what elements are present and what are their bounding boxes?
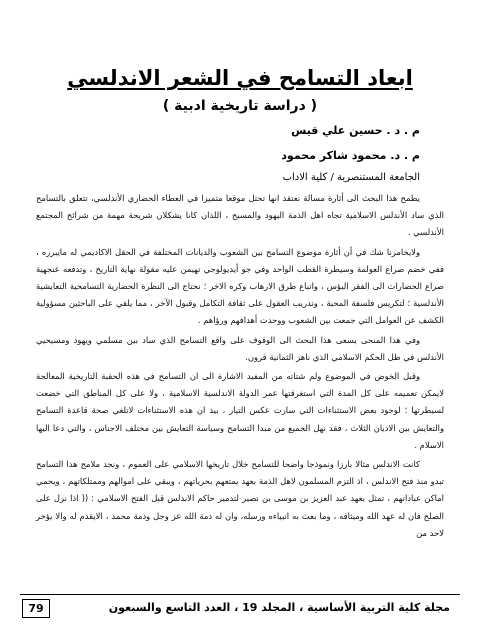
- page-number: 79: [22, 599, 50, 618]
- article-title: ابعاد التسامح في الشعر الاندلسي: [67, 66, 413, 90]
- article-body: [36, 190, 444, 542]
- body-paragraph: وقبل الخوض في الموضوع ولم شتاته من المفيد الاشارة الى ان التسامح في هذه الحقبة التاريخية المعالجة لايمكن تعميمه على كل المدة التي استغرقتها عمر الدولة الاندلسية الاسلامية ، ولا على كل المناطق التي خضعت لسيطرتها ؛ لوجود بعض الاستثناءات التي سارت عكس التيار ، بيد ان هذه الاستثناءات لاتلغي صحة قاعدة التسامح والتعايش بين الاديان الثلاث ، فقد نهل الجميع من مبدا التسامح وسياسة التعايش بين مختلف الاجناس ، والتي دعا اليها الاسلام .: [36, 371, 444, 450]
- author-2: م . د. محمود شاكر محمود: [281, 149, 420, 162]
- journal-footer: مجلة كلية التربية الأساسية ، المجلد 19 ، العدد التاسع والسبعون: [108, 601, 450, 614]
- body-paragraph: وفي هذا المنحى يسعى هذا البحث الى الوقوف على واقع التسامح الذي ساد بين مسلمي ويهود ومسيحيي الأندلس في ظل الحكم الاسلامي الذي ناهز الثمانية قرون.: [36, 334, 444, 362]
- author-affiliation: الجامعة المستنصرية / كلية الاداب: [282, 172, 420, 183]
- footer-divider: [20, 594, 460, 595]
- article-subtitle: ( دراسة تاريخية ادبية ): [162, 98, 318, 114]
- body-paragraph: كانت الاندلس مثالا بارزا ونموذجا واضحا للتسامح خلال تاريخها الاسلامي على العموم ، ونجد ملامح هذا التسامح تبدو منذ فتح الاندلس ، اذ التزم المسلمون لاهل الذمة بعهد يمتعهم بحرياتهم ، ويبقي على اموالهم وممتلكاتهم ، ويحمي اماكن عباداتهم ، تمثل بعهد عبد العزيز بن موسى بن نصير لتدمير حاكم الاندلس قبل الفتح الاسلامي : (( اذا نزل على الصلح فان له عهد الله وميثاقه ، وما بعث به انبياءه ورسله، وان له ذمة الله عز وجل وذمة محمد ، الايقدم له والا يؤخر لاحد من: [36, 459, 444, 538]
- author-1: م . د . حسين علي قيس: [291, 124, 420, 137]
- body-paragraph: يطمح هذا البحث الى أثارة مسالة نعتقد انها تحتل موقعا متميزا في العطاء الحضاري الأندلسي، تتعلق بالتسامح الذي ساد الأندلس الاسلامية تجاه اهل الذمة اليهود والمسيح ، اللذان كانا يشكلان شريحة مهمة من شرائح المجتمع الأندلسي .: [36, 193, 444, 238]
- body-paragraph: ولايخامرنا شك في أن أثارة موضوع التسامح بين الشعوب والديانات المختلفة في الحقل الاكاديمي له مايبرره ، ففي خضم صراع العولمة وسيطرة القطب الواحد وفي جو أيديولوجي تهيمن عليه مقولة نهاية التاريخ ، وتدفعه عنجهية صراع الحضارات الى الفقر البؤس ، واتباع طرق الارهاب وكره الاخر ؛ نحتاج الى النظرة الحضارية التسامحية التعايشية الأندلسية ؛ لتكريس فلسفة المحبة ، وتدريب العقول على ثقافة التكامل وقبول الآخر ، مما يلقي على الباحثين مسؤولية الكشف عن العوامل التي جمعت بين الشعوب ووحدت أهدافهم ورؤاهم .: [36, 246, 444, 326]
